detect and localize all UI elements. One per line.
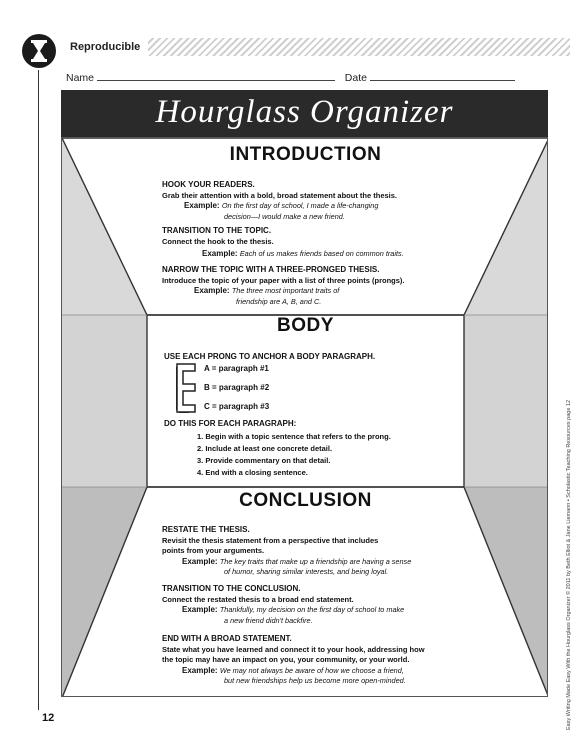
step-1: 1. Begin with a topic sentence that refers to the prong. (197, 432, 391, 441)
example-label: Example: (182, 556, 218, 566)
example-text: On the first day of school, I made a life-changing (221, 201, 379, 210)
page-number: 12 (42, 712, 55, 724)
page-title: Hourglass Organizer (155, 94, 454, 130)
example-text: friendship are A, B, and C. (236, 296, 322, 306)
example-text: a new friend didn't backfire. (224, 615, 313, 625)
conclusion-item-restate (162, 525, 472, 578)
example-label: Example: (182, 605, 218, 614)
conclusion-item-desc: Revisit the thesis statement from a perspective that includes (162, 535, 379, 545)
prong-instruction: USE EACH PRONG TO ANCHOR A BODY PARAGRAPH. (164, 352, 376, 361)
intro-item-desc: Connect the hook to the thesis. (162, 236, 274, 246)
conclusion-item-desc: the topic may have an impact on you, your community, or your world. (162, 655, 410, 664)
introduction-heading: INTRODUCTION (229, 144, 382, 165)
reproducible-label: Reproducible (60, 38, 148, 56)
conclusion-item-title: RESTATE THE THESIS. (162, 525, 250, 534)
step-2: 2. Include at least one concrete detail. (197, 444, 333, 453)
intro-item-title: HOOK YOUR READERS. (162, 180, 255, 189)
credit-text: Easy Writing Made Easy With the Hourglass Organizer © 2011 by Beth Elliot & Jane Liemann • Scholastic Teaching Resources page 12 (566, 399, 572, 730)
intro-item-narrow (162, 265, 462, 307)
name-field[interactable] (97, 70, 335, 81)
conclusion-item-desc: Connect the restated thesis to a broad end statement. (162, 594, 354, 604)
example-label: Example: (184, 201, 220, 210)
hourglass-organizer (61, 137, 548, 697)
intro-item-desc: Introduce the topic of your paper with a list of three points (prongs). (162, 275, 405, 285)
example-text: but new friendships help us become more open-minded. (224, 676, 406, 685)
conclusion-heading: CONCLUSION (239, 490, 372, 511)
conclusion-item-broad (162, 634, 482, 687)
example-text: The three most important traits of (231, 286, 340, 295)
conclusion-item-title: TRANSITION TO THE CONCLUSION. (162, 584, 301, 593)
example-text: decision—I would make a new friend. (224, 211, 345, 221)
example-text: Thankfully, my decision on the first day of school to make (219, 605, 405, 614)
example-label: Example: (202, 249, 238, 258)
step-3: 3. Provide commentary on that detail. (197, 456, 331, 465)
intro-item-transition (162, 226, 462, 260)
hourglass-logo-icon (22, 34, 56, 68)
example-text: of humor, sharing similar interests, and being loyal. (224, 567, 389, 576)
hourglass-icon (31, 40, 47, 62)
conclusion-item-title: END WITH A BROAD STATEMENT. (162, 634, 292, 643)
sidebar-credit (566, 330, 580, 730)
conclusion-item-desc: points from your arguments. (162, 546, 265, 555)
example-text: We may not always be aware of how we choose a friend, (219, 665, 404, 675)
header-band (60, 38, 570, 56)
intro-item-desc: Grab their attention with a bold, broad statement about the thesis. (162, 190, 398, 200)
body-heading: BODY (277, 315, 334, 336)
prong-a: A = paragraph #1 (204, 364, 269, 373)
conclusion-item-transition (162, 584, 472, 626)
example-label: Example: (194, 286, 230, 295)
intro-item-hook (162, 180, 462, 222)
each-paragraph-heading: DO THIS FOR EACH PARAGRAPH: (164, 419, 297, 428)
prong-c: C = paragraph #3 (204, 402, 270, 411)
intro-item-title: NARROW THE TOPIC WITH A THREE-PRONGED THESIS. (162, 265, 380, 274)
intro-item-title: TRANSITION TO THE TOPIC. (162, 226, 272, 235)
date-field[interactable] (370, 70, 515, 81)
name-date-row (66, 70, 515, 84)
example-label: Example: (182, 665, 218, 675)
step-4: 4. End with a closing sentence. (197, 468, 308, 477)
margin-line (38, 70, 39, 710)
example-text: Each of us makes friends based on common traits. (239, 249, 404, 258)
conclusion-item-desc: State what you have learned and connect it to your hook, addressing how (162, 644, 425, 654)
name-label: Name (66, 72, 95, 84)
example-text: The key traits that make up a friendship are having a sense (219, 556, 412, 566)
prong-b: B = paragraph #2 (204, 383, 270, 392)
date-label: Date (344, 72, 367, 84)
title-bar (61, 90, 548, 137)
